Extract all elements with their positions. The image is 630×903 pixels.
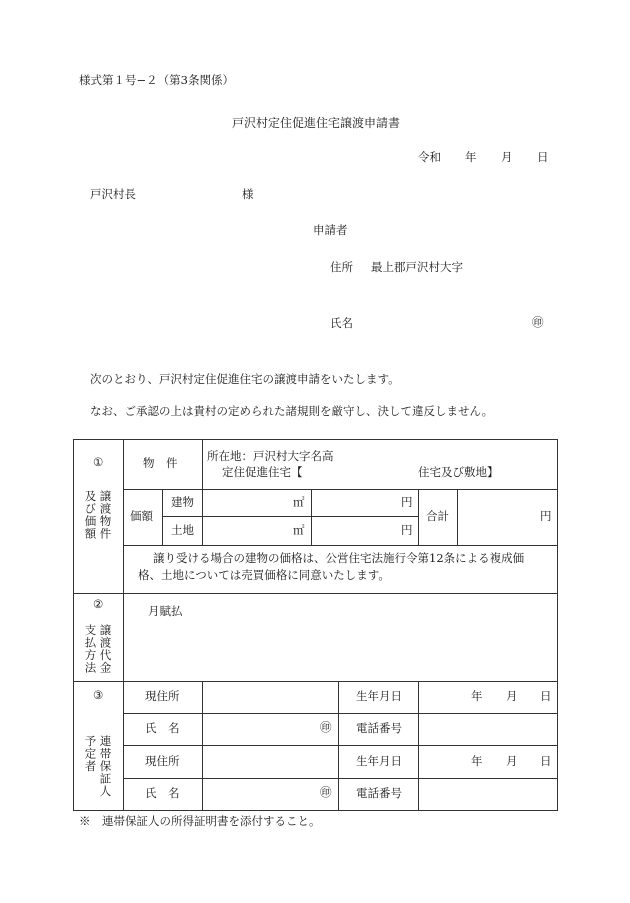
guarantor-2-phone-label: 電話番号 bbox=[356, 786, 402, 800]
guarantor-1-birth-year: 年 bbox=[471, 689, 483, 703]
form-number: 様式第１号−２（第3条関係） bbox=[79, 73, 234, 87]
date-day: 日 bbox=[537, 150, 549, 164]
addressee: 戸沢村長 bbox=[90, 187, 136, 201]
address-label: 住所 bbox=[330, 260, 353, 274]
address-value: 最上郡戸沢村大字 bbox=[371, 260, 463, 274]
building-label: 建物 bbox=[171, 495, 194, 509]
section-2-label-a: 譲渡代金 bbox=[98, 624, 113, 674]
property-location: 所在地：戸沢村大字名高 bbox=[207, 449, 334, 463]
date-month: 月 bbox=[501, 150, 513, 164]
price-label: 価額 bbox=[130, 509, 153, 523]
applicant-label: 申請者 bbox=[313, 223, 348, 237]
statement-line-2: なお、ご承認の上は貴村の定められた諸規則を厳守し、決して違反しません。 bbox=[90, 404, 494, 418]
section-3-number: ③ bbox=[93, 688, 104, 702]
guarantor-1-birth-month: 月 bbox=[506, 689, 518, 703]
statement-line-1: 次のとおり、戸沢村定住促進住宅の譲渡申請をいたします。 bbox=[90, 372, 400, 386]
date-year: 年 bbox=[465, 150, 477, 164]
section-1-label-b: 及び価額 bbox=[83, 490, 98, 540]
section-1-label-a: 譲渡物件 bbox=[98, 490, 113, 540]
section-3-label-a: 連帯保証人 bbox=[98, 735, 113, 798]
price-note-line-2: 格、土地については売買価格に同意いたします。 bbox=[138, 568, 390, 582]
guarantor-1-birth-day: 日 bbox=[540, 689, 552, 703]
honorific: 様 bbox=[242, 187, 254, 201]
guarantor-2-seal-icon: ㊞ bbox=[320, 785, 332, 799]
payment-method: 月賦払 bbox=[148, 604, 183, 618]
date-era: 令和 bbox=[418, 150, 441, 164]
guarantor-1-phone-label: 電話番号 bbox=[356, 721, 402, 735]
section-1-number: ① bbox=[93, 455, 104, 469]
guarantor-1-seal-icon: ㊞ bbox=[320, 720, 332, 734]
guarantor-1-address-label: 現住所 bbox=[145, 689, 180, 703]
guarantor-2-birth-day: 日 bbox=[540, 754, 552, 768]
total-label: 合計 bbox=[426, 509, 449, 523]
guarantor-1-name-label: 氏 名 bbox=[145, 721, 180, 735]
section-3-label-b: 予定者 bbox=[83, 735, 98, 773]
name-label: 氏名 bbox=[330, 316, 353, 330]
section-2-number: ② bbox=[93, 597, 104, 611]
building-area-unit: ㎡ bbox=[293, 495, 305, 509]
price-note-line-1: 譲り受ける場合の建物の価格は、公営住宅法施行令第12条による複成価 bbox=[153, 551, 525, 565]
footnote: ※ 連帯保証人の所得証明書を添付すること。 bbox=[79, 814, 321, 828]
guarantor-2-address-label: 現住所 bbox=[145, 754, 180, 768]
seal-icon: ㊞ bbox=[532, 315, 544, 329]
land-area-unit: ㎡ bbox=[293, 523, 305, 537]
guarantor-2-birth-month: 月 bbox=[506, 754, 518, 768]
housing-prefix: 定住促進住宅【 bbox=[222, 465, 303, 479]
guarantor-2-name-label: 氏 名 bbox=[145, 786, 180, 800]
building-price-unit: 円 bbox=[401, 495, 413, 509]
property-label: 物 件 bbox=[143, 456, 178, 470]
land-label: 土地 bbox=[171, 523, 194, 537]
section-2-label-b: 支払方法 bbox=[83, 624, 98, 674]
page-title: 戸沢村定住促進住宅譲渡申請書 bbox=[232, 116, 401, 130]
guarantor-1-birth-label: 生年月日 bbox=[356, 689, 402, 703]
total-price-unit: 円 bbox=[540, 509, 552, 523]
housing-suffix: 住宅及び敷地】 bbox=[418, 465, 499, 479]
guarantor-2-birth-label: 生年月日 bbox=[356, 754, 402, 768]
guarantor-2-birth-year: 年 bbox=[471, 754, 483, 768]
land-price-unit: 円 bbox=[401, 523, 413, 537]
